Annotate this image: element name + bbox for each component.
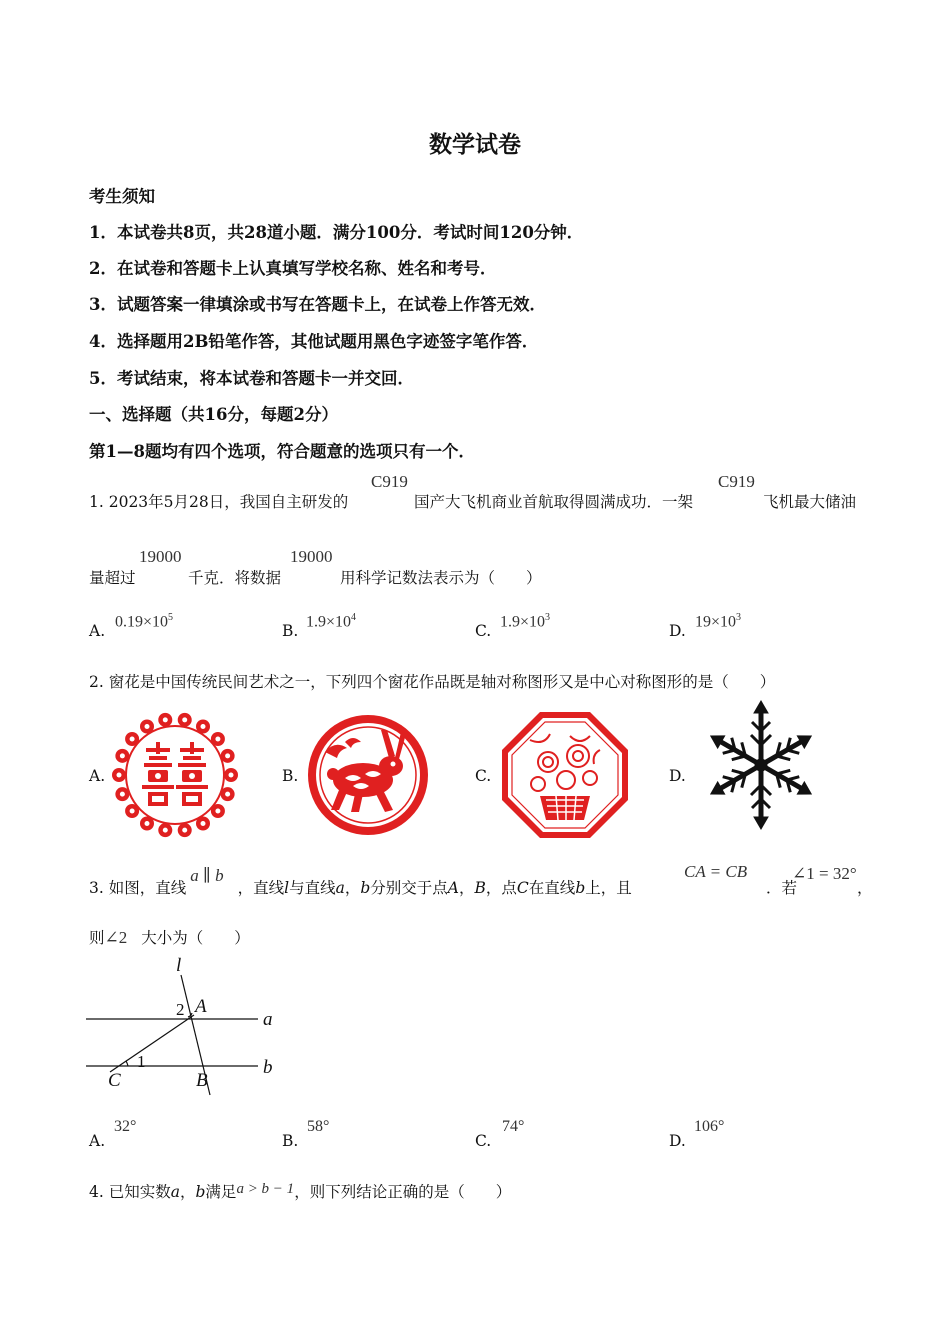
label-a: a	[263, 1009, 273, 1030]
q1-option-a-letter: A.	[89, 622, 106, 640]
q3-math-angle1: ∠1 = 32°	[792, 864, 857, 883]
q3-line1: 3. 如图，直线a ∥ b，直线l与直线a，b分别交于点A，B，点C在直线b上，且	[89, 866, 632, 897]
q1-option-c-letter: C.	[475, 622, 492, 640]
label-b: b	[263, 1057, 273, 1078]
ring-flower-center	[163, 828, 168, 833]
notice-heading: 考生须知	[89, 187, 155, 206]
q2-option-c-letter: C.	[475, 767, 492, 785]
q3-option-c-value: 74°	[502, 1118, 525, 1135]
q1-text-4: 量超过	[89, 569, 136, 587]
ring-flower-center	[229, 773, 234, 778]
notice-item-1: 1．本试卷共8页，共28道小题．满分100分．考试时间120分钟．	[89, 223, 584, 242]
ring-flower-center	[163, 717, 168, 722]
q3-option-a-value: 32°	[114, 1118, 137, 1135]
q3-text-11: ，	[857, 879, 873, 897]
paper-cut-flower-basket	[500, 710, 630, 840]
q1-math-19000-2: 19000	[290, 547, 333, 566]
notice-item-3: 3．试题答案一律填涂或书写在答题卡上，在试卷上作答无效．	[89, 295, 546, 314]
q1-math-19000-1: 19000	[139, 547, 182, 566]
ring-flower-center	[145, 821, 150, 826]
notice-item-5: 5．考试结束，将本试卷和答题卡一并交回．	[89, 369, 414, 388]
ring-flower-center	[145, 724, 150, 729]
ring-flower-center	[130, 809, 135, 814]
ring-flower-center	[215, 737, 220, 742]
q3-option-d-value: 106°	[694, 1118, 725, 1135]
q1-math-c919-1: C919	[371, 472, 408, 491]
ring-flower-center	[117, 773, 122, 778]
q1-option-a-value: $0.19\times 10^5$	[115, 612, 174, 631]
ring-flower-center	[225, 792, 230, 797]
q3-option-b-letter: B.	[282, 1132, 299, 1150]
q2-text: 2. 窗花是中国传统民间艺术之一，下列四个窗花作品既是轴对称图形又是中心对称图形的是（ ）	[89, 673, 776, 691]
q3-line2: 则∠2 大小为（ ）	[89, 928, 250, 947]
q1-text-3: 飞机最大储油	[763, 493, 857, 511]
q3-option-d-letter: D.	[669, 1132, 686, 1150]
paper-cut-double-happiness	[112, 712, 238, 838]
q4-text: 4. 已知实数a，b满足a > b − 1，则下列结论正确的是（ ）	[89, 1181, 512, 1201]
q1-option-d-value: $19\times 10^3$	[695, 612, 742, 631]
label-point-b: B	[196, 1070, 208, 1091]
q3-text-10: ．若	[766, 879, 798, 897]
notice-item-4: 4．选择题用2B铅笔作答，其他试题用黑色字迹签字笔作答．	[89, 332, 539, 351]
ring-flower-center	[130, 737, 135, 742]
ring-flower-center	[182, 717, 187, 722]
q3-geometry-figure	[80, 955, 290, 1095]
label-angle-2: 2	[176, 1000, 185, 1019]
ring-flower-center	[182, 828, 187, 833]
q1-text-1: 1. 2023年5月28日，我国自主研发的	[89, 493, 349, 511]
q2-option-a-letter: A.	[89, 767, 106, 785]
q2-option-d-letter: D.	[669, 767, 686, 785]
q3-option-b-value: 58°	[307, 1118, 330, 1135]
ring-flower-center	[120, 792, 125, 797]
q1-text-2: 国产大飞机商业首航取得圆满成功．一架	[414, 493, 694, 511]
q1-option-c-value: $1.9\times 10^3$	[500, 612, 551, 631]
q2-option-b-letter: B.	[282, 767, 299, 785]
q1-option-b-letter: B.	[282, 622, 299, 640]
page-title: 数学试卷	[429, 131, 521, 158]
q1-text-6: 用科学记数法表示为（ ）	[340, 569, 542, 587]
paper-cut-rabbit	[305, 712, 431, 838]
label-l: l	[176, 955, 182, 976]
q1-option-d-letter: D.	[669, 622, 686, 640]
q1-math-c919-2: C919	[718, 472, 755, 491]
ring-flower-center	[201, 821, 206, 826]
label-point-c: C	[108, 1070, 121, 1091]
segment-ca	[110, 1015, 194, 1072]
label-point-a: A	[195, 996, 207, 1017]
ring-flower-center	[201, 724, 206, 729]
ring-flower-center	[225, 753, 230, 758]
label-angle-1: 1	[137, 1052, 146, 1071]
paper-cut-snowflake	[702, 700, 820, 830]
ring-flower-center	[120, 753, 125, 758]
q3-option-c-letter: C.	[475, 1132, 492, 1150]
q1-option-b-value: $1.9\times 10^4$	[306, 612, 357, 631]
section1-heading: 一、选择题（共16分，每题2分）	[89, 405, 338, 424]
notice-item-2: 2．在试卷和答题卡上认真填写学校名称、姓名和考号．	[89, 259, 497, 278]
ring-flower-center	[215, 809, 220, 814]
q1-text-5: 千克．将数据	[188, 569, 282, 587]
q3-option-a-letter: A.	[89, 1132, 106, 1150]
section1-intro: 第1—8题均有四个选项，符合题意的选项只有一个．	[89, 442, 475, 461]
q3-math-ca-cb: CA = CB	[684, 862, 748, 881]
